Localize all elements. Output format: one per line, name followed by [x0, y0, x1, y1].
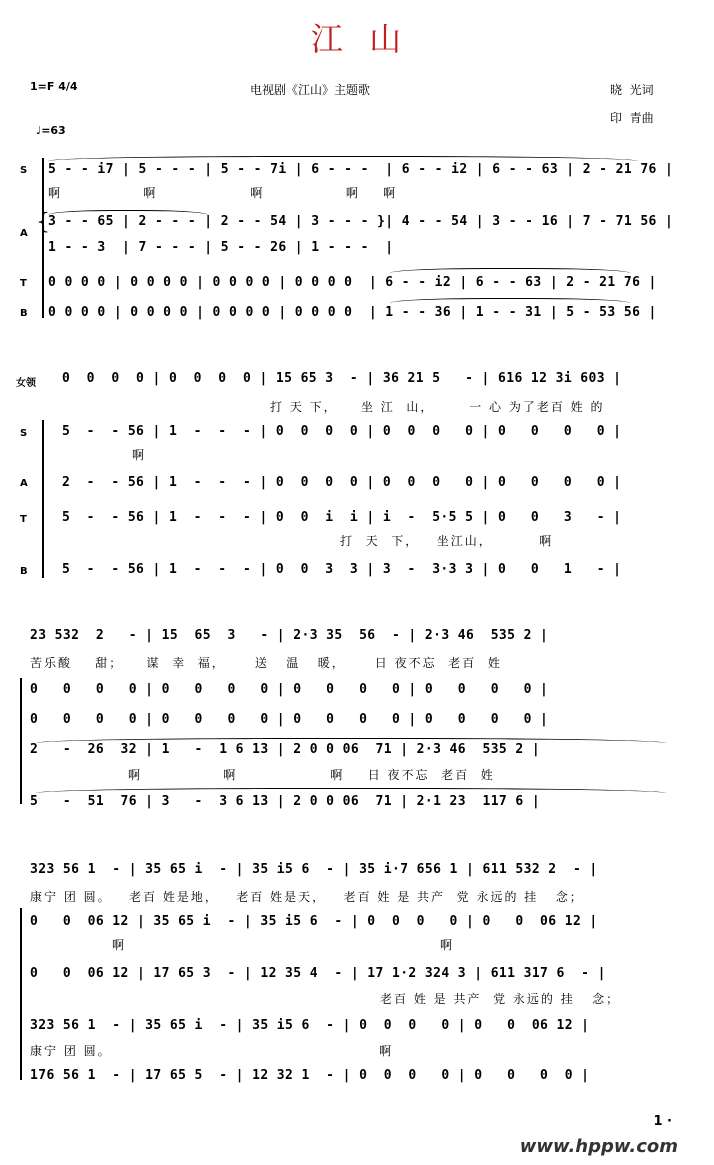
s3-lead-notes: 23 532 2 - | 15 65 3 - | 2·3 35 56 - | 2·3 46 535 2 | — [30, 628, 549, 643]
a2-row-notes: 2 - - 56 | 1 - - - | 0 0 0 0 | 0 0 0 0 | 0 0 0 0 | — [62, 475, 622, 490]
s4-b-notes: 176 56 1 - | 17 65 5 - | 12 32 1 - | 0 0 0 0 | 0 0 0 0 | — [30, 1068, 590, 1083]
lead-row-notes: 0 0 0 0 | 0 0 0 0 | 15 65 3 - | 36 21 5 - | 616 12 3i 603 | — [62, 371, 622, 386]
lyricist-credit: 晓 光词 — [610, 83, 654, 97]
slur-sys3-t — [36, 738, 666, 743]
a-row-notes-lower: 1 - - 3 | 7 - - - | 5 - - 26 | 1 - - - | — [48, 240, 394, 255]
b2-row-notes: 5 - - 56 | 1 - - - | 0 0 3 3 | 3 - 3·3 3 | 0 0 1 - | — [62, 562, 622, 577]
website-watermark: www.hppw.com — [519, 1136, 678, 1157]
t-row-notes: 0 0 0 0 | 0 0 0 0 | 0 0 0 0 | 0 0 0 0 | 6 - - i2 | 6 - - 63 | 2 - 21 76 | — [48, 275, 657, 290]
tempo-marking — [36, 124, 66, 137]
composer-credit: 印 青曲 — [610, 111, 654, 125]
lead-row-lyrics: 打 天 下， 坐 江 山， 一 心 为了老百 姓 的 — [270, 400, 605, 414]
s-row-notes: 5 - - i7 | 5 - - - | 5 - - 7i | 6 - - - | 6 - - i2 | 6 - - 63 | 2 - 21 76 | — [48, 162, 674, 177]
slur-b1 — [390, 298, 630, 303]
system-3-bracket — [20, 678, 22, 804]
s3-t-lyrics: 啊 啊 啊 日 夜不忘 老百 姓 — [128, 768, 495, 782]
s4-lead-notes: 323 56 1 - | 35 65 i - | 35 i5 6 - | 35 i·7 656 1 | 611 532 2 - | — [30, 862, 598, 877]
s2-row-lyrics: 啊 — [132, 448, 147, 462]
s3-s-notes: 0 0 0 0 | 0 0 0 0 | 0 0 0 0 | 0 0 0 0 | — [30, 682, 549, 697]
key-signature: 1=F 4/4 — [30, 80, 78, 93]
voice-label-b: B — [20, 308, 28, 319]
t2-row-notes: 5 - - 56 | 1 - - - | 0 0 i i | i - 5·5 5 | 0 0 3 - | — [62, 510, 622, 525]
s3-a-notes: 0 0 0 0 | 0 0 0 0 | 0 0 0 0 | 0 0 0 0 | — [30, 712, 549, 727]
voice-label-s-2: S — [20, 428, 28, 439]
s3-t-notes: 2 - 26 32 | 1 - 1 6 13 | 2 0 0 06 71 | 2·3 46 535 2 | — [30, 742, 541, 757]
s4-s-lyrics: 啊 啊 — [112, 938, 454, 952]
page-number: 1 · — [653, 1114, 672, 1129]
alto-brace: { — [36, 210, 50, 235]
t2-row-lyrics: 打 天 下， 坐江山， 啊 — [340, 534, 554, 548]
voice-label-s: S — [20, 165, 28, 176]
b-row-notes: 0 0 0 0 | 0 0 0 0 | 0 0 0 0 | 0 0 0 0 | 1 - - 36 | 1 - - 31 | 5 - 53 56 | — [48, 305, 657, 320]
s4-a-lyrics: 老百 姓 是 共产 党 永远的 挂 念； — [380, 992, 621, 1006]
slur-a1 — [48, 210, 208, 215]
slur-sys3-b — [36, 788, 666, 793]
tempo-text: ♩=63 — [36, 124, 66, 137]
s3-b-notes: 5 - 51 76 | 3 - 3 6 13 | 2 0 0 06 71 | 2·1 23 117 6 | — [30, 794, 541, 809]
s-row-lyrics: 啊 啊 啊 啊 啊 — [48, 186, 398, 200]
s4-t-notes: 323 56 1 - | 35 65 i - | 35 i5 6 - | 0 0 0 0 | 0 0 06 12 | — [30, 1018, 590, 1033]
system-1-bracket — [42, 158, 44, 318]
s3-lead-lyrics: 苦乐酸 甜； 谋 幸 福， 送 温 暖， 日 夜不忘 老百 姓 — [30, 656, 502, 670]
voice-label-t-2: T — [20, 514, 27, 525]
page-title: 江 山 — [310, 20, 404, 58]
voice-label-t: T — [20, 278, 27, 289]
voice-label-a: A — [20, 228, 28, 239]
s4-a-notes: 0 0 06 12 | 17 65 3 - | 12 35 4 - | 17 1·2 324 3 | 611 317 6 - | — [30, 966, 606, 981]
subtitle: 电视剧《江山》主题歌 — [250, 83, 371, 97]
slur-t1 — [390, 268, 630, 273]
slur-s1 — [48, 156, 638, 161]
voice-label-a-2: A — [20, 478, 28, 489]
a-row-notes-upper: 3 - - 65 | 2 - - - | 2 - - 54 | 3 - - - }| 4 - - 54 | 3 - - 16 | 7 - 71 56 | — [48, 214, 674, 229]
s4-t-lyrics: 康宁 团 圆。 啊 — [30, 1044, 394, 1058]
voice-label-b-2: B — [20, 566, 28, 577]
voice-label-lead: 女领 — [16, 378, 36, 389]
system-4-bracket — [20, 908, 22, 1080]
s4-s-notes: 0 0 06 12 | 35 65 i - | 35 i5 6 - | 0 0 0 0 | 0 0 06 12 | — [30, 914, 598, 929]
system-2-bracket — [42, 420, 44, 578]
s2-row-notes: 5 - - 56 | 1 - - - | 0 0 0 0 | 0 0 0 0 | 0 0 0 0 | — [62, 424, 622, 439]
s4-lead-lyrics: 康宁 团 圆。 老百 姓是地， 老百 姓是天， 老百 姓 是 共产 党 永远的 挂 念； — [30, 890, 584, 904]
